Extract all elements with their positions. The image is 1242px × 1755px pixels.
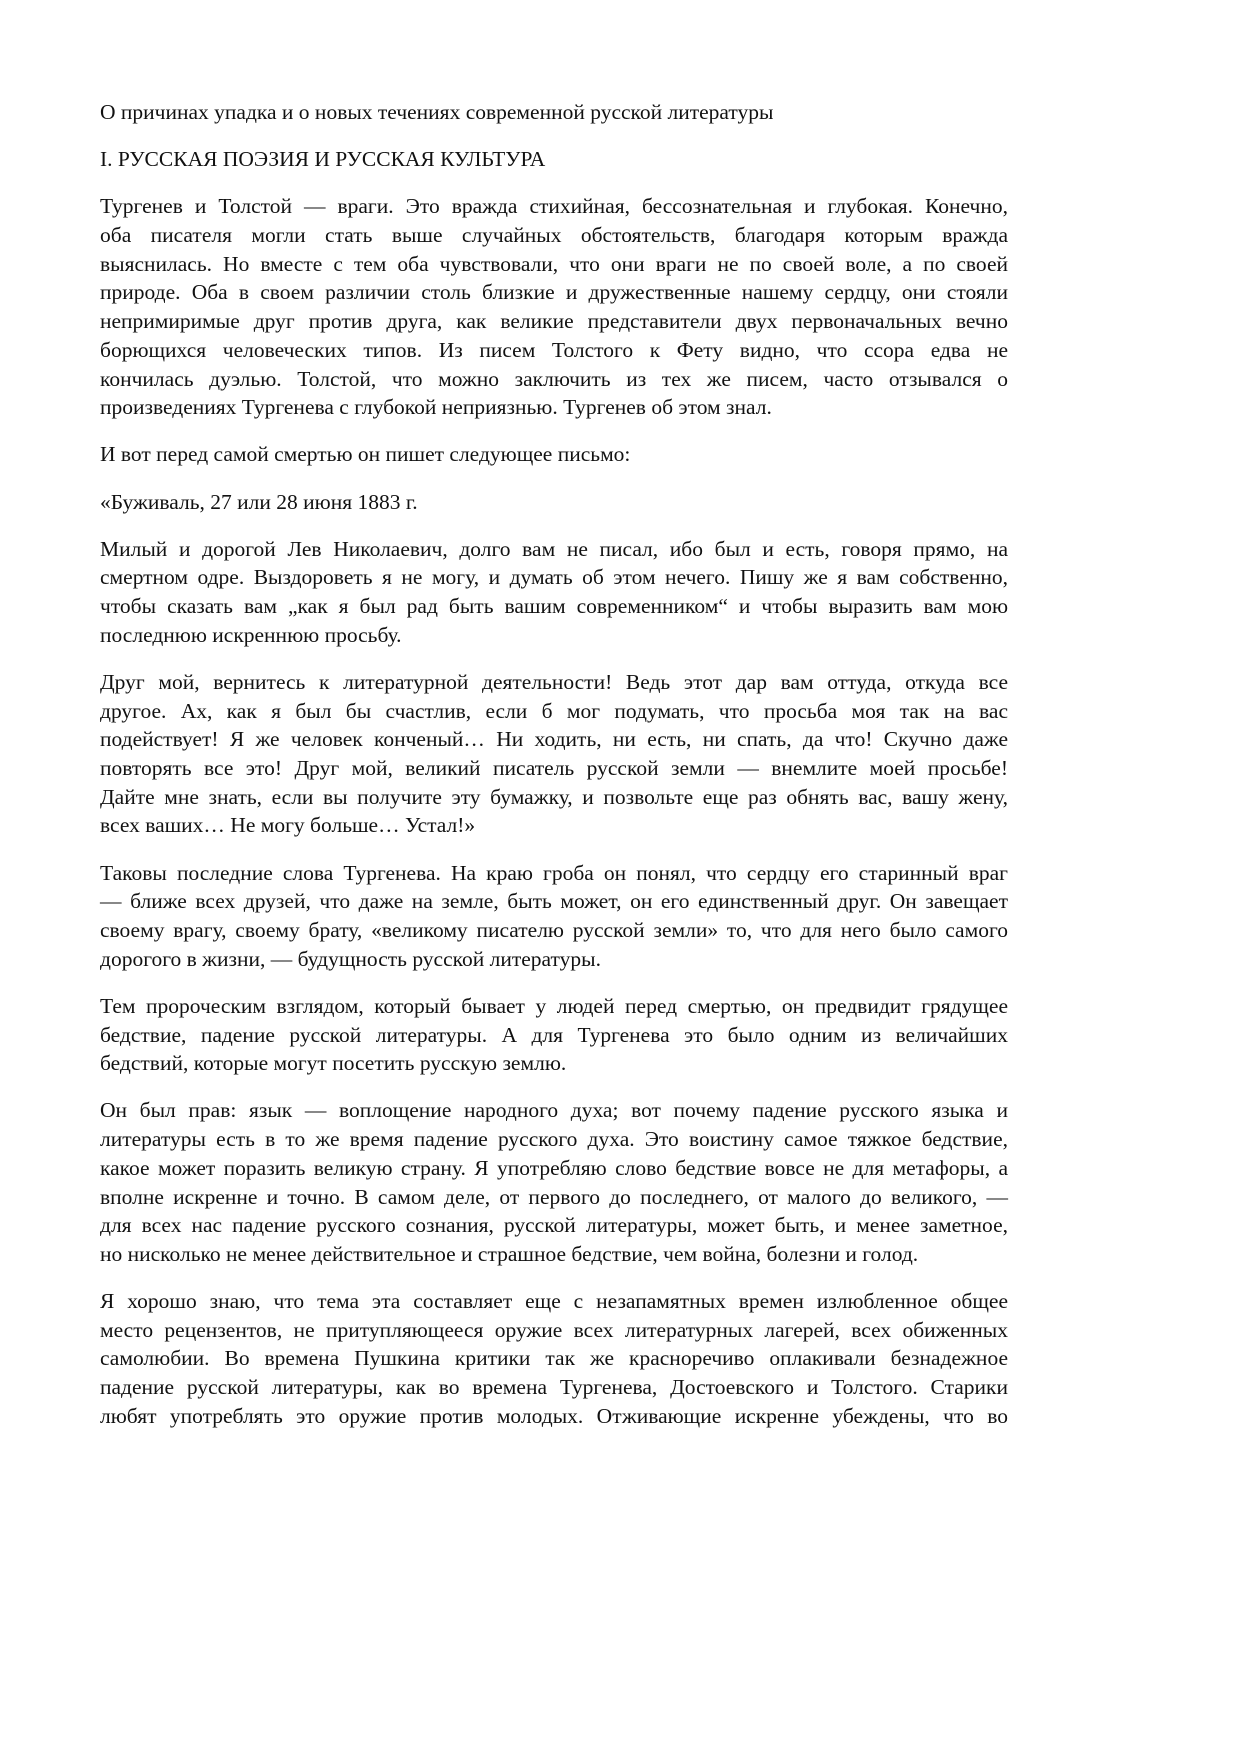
- paragraph: [100, 668, 1008, 840]
- text-line: оба писателя могли стать выше случайных обстоятельств, благодаря которым вражда: [100, 223, 1008, 248]
- text-line: Тургенев и Толстой — враги. Это вражда стихийная, бессознательная и глубокая. Конечно,: [100, 194, 1008, 219]
- text-line: борющихся человеческих типов. Из писем Толстого к Фету видно, что ссора едва не: [100, 337, 1008, 362]
- text-line: Таковы последние слова Тургенева. На краю гроба он понял, что сердцу его старинный враг: [100, 860, 1008, 885]
- text-line: непримиримые друг против друга, как великие представители двух первоначальных вечно: [100, 309, 1008, 334]
- text-line: любят употреблять это оружие против молодых. Отживающие искренне убеждены, что во: [100, 1403, 1008, 1428]
- text-line: чтобы сказать вам „как я был рад быть вашим современником“ и чтобы выразить вам мою: [100, 594, 1008, 619]
- section-heading: [100, 145, 1008, 174]
- text-line: Друг мой, вернитесь к литературной деятельности! Ведь этот дар вам оттуда, откуда все: [100, 670, 1008, 694]
- paragraph: [100, 440, 1008, 469]
- text-line: дорогого в жизни, — будущность русской литературы.: [100, 946, 601, 971]
- text-line: место рецензентов, не притупляющееся оружие всех литературных лагерей, всех обиженных: [100, 1317, 1008, 1342]
- paragraph: [100, 535, 1008, 650]
- document-page: [100, 98, 1008, 1449]
- paragraph: [100, 859, 1008, 974]
- paragraph: [100, 1096, 1008, 1268]
- text-line: последнюю искреннюю просьбу.: [100, 622, 402, 647]
- text-line: смертном одре. Выздороветь я не могу, и думать об этом нечего. Пишу же я вам собственно,: [100, 565, 1008, 590]
- text-line: самолюбии. Во времена Пушкина критики так же красноречиво оплакивали безнадежное: [100, 1346, 1008, 1371]
- paragraph: [100, 192, 1008, 422]
- paragraph: [100, 488, 1008, 517]
- text-line: подействует! Я же человек конченый… Ни ходить, ни есть, ни спать, да что! Скучно даже: [100, 727, 1008, 752]
- text-line: падение русской литературы, как во времена Тургенева, Достоевского и Толстого. Старики: [100, 1375, 1008, 1400]
- heading-text: I. РУССКАЯ ПОЭЗИЯ И РУССКАЯ КУЛЬТУРА: [100, 147, 546, 172]
- text-line: Он был прав: язык — воплощение народного духа; вот почему падение русского языка и: [100, 1098, 1008, 1123]
- text-line: литературы есть в то же время падение русского духа. Это воистину самое тяжкое бедствие,: [100, 1127, 1008, 1152]
- text-line: Милый и дорогой Лев Николаевич, долго вам не писал, ибо был и есть, говоря прямо, на: [100, 536, 1008, 561]
- text-line: другое. Ах, как я был бы счастлив, если б мог подумать, что просьба моя так на вас: [100, 698, 1008, 723]
- paragraph: [100, 992, 1008, 1078]
- text-line: вполне искренне и точно. В самом деле, от первого до последнего, от малого до великого, —: [100, 1184, 1008, 1209]
- text-line: произведениях Тургенева с глубокой неприязнью. Тургенев об этом знал.: [100, 395, 772, 420]
- text-line: — ближе всех друзей, что даже на земле, быть может, он его единственный друг. Он завещает: [100, 889, 1008, 914]
- text-line: бедствие, падение русской литературы. А для Тургенева это было одним из величайших: [100, 1022, 1008, 1047]
- text-line: И вот перед самой смертью он пишет следующее письмо:: [100, 442, 631, 467]
- text-line: кончилась дуэлью. Толстой, что можно заключить из тех же писем, часто отзывался о: [100, 366, 1008, 391]
- text-line: какое может поразить великую страну. Я употребляю слово бедствие вовсе не для метафоры, а: [100, 1155, 1008, 1180]
- paragraph: [100, 1287, 1008, 1430]
- text-line: но нисколько не менее действительное и страшное бедствие, чем война, болезни и голод.: [100, 1241, 919, 1266]
- text-line: Тем пророческим взглядом, который бывает у людей перед смертью, он предвидит грядущее: [100, 993, 1008, 1018]
- text-line: для всех нас падение русского сознания, русской литературы, может быть, и менее заметное,: [100, 1213, 1008, 1238]
- body-text: [100, 192, 1008, 1430]
- text-line: Дайте мне знать, если вы получите эту бумажку, и позвольте еще раз обнять вас, вашу жену,: [100, 784, 1008, 809]
- title-text: О причинах упадка и о новых течениях современной русской литературы: [100, 100, 774, 124]
- text-line: повторять все это! Друг мой, великий писатель русской земли — внемлите моей просьбе!: [100, 756, 1008, 781]
- text-line: природе. Оба в своем различии столь близкие и дружественные нашему сердцу, они стояли: [100, 280, 1008, 305]
- text-line: всех ваших… Не могу больше… Устал!»: [100, 813, 476, 838]
- text-line: «Буживаль, 27 или 28 июня 1883 г.: [100, 489, 418, 514]
- document-title: [100, 98, 1008, 127]
- text-line: Я хорошо знаю, что тема эта составляет еще с незапамятных времен излюбленное общее: [100, 1289, 1008, 1314]
- text-line: своему врагу, своему брату, «великому писателю русской земли» то, что для него было самого: [100, 918, 1008, 942]
- text-line: бедствий, которые могут посетить русскую землю.: [100, 1051, 567, 1076]
- text-line: выяснилась. Но вместе с тем оба чувствовали, что они враги не по своей воле, а по своей: [100, 251, 1008, 276]
